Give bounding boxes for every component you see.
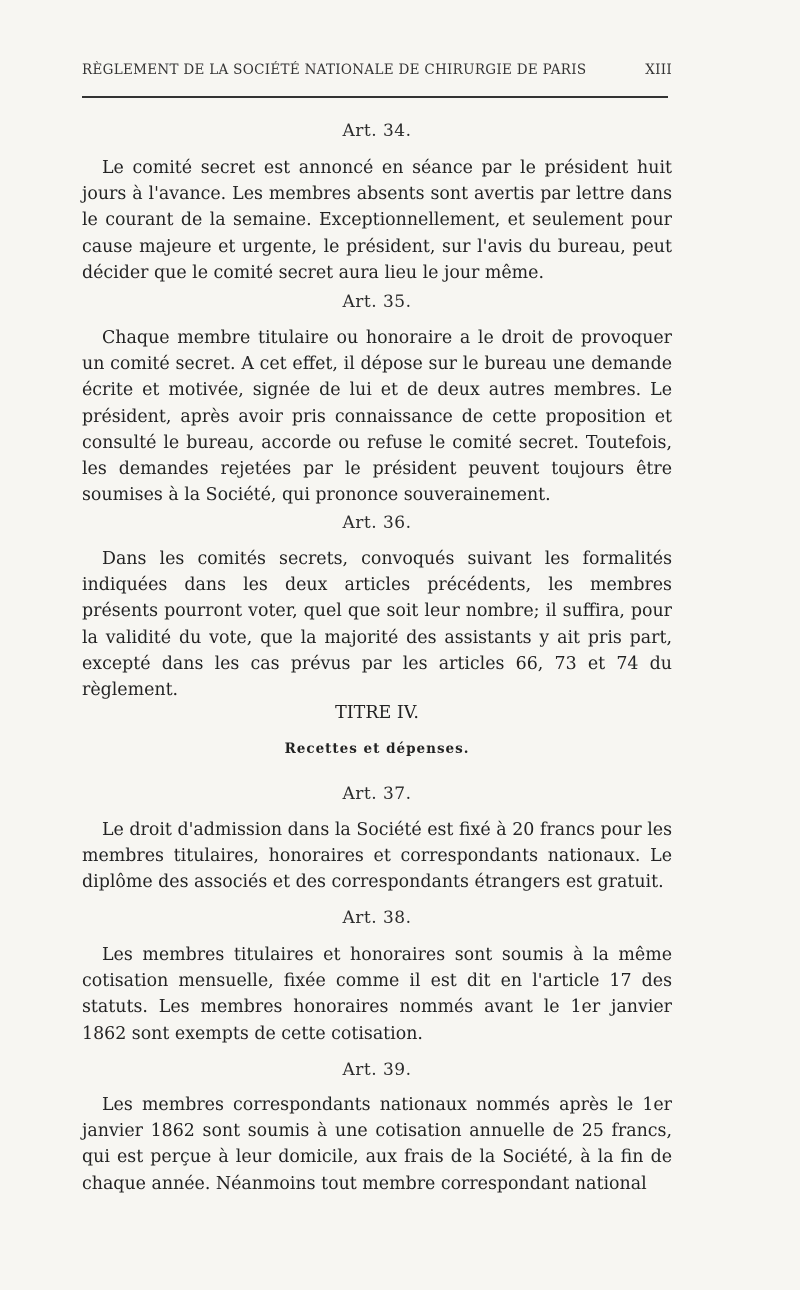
- article-34-heading: Art. 34.: [342, 121, 412, 141]
- header-rule: [82, 96, 668, 98]
- article-37-heading: Art. 37.: [342, 784, 412, 804]
- section-title: TITRE IV.: [335, 703, 419, 723]
- article-36-heading: Art. 36.: [342, 513, 412, 533]
- article-35-heading: Art. 35.: [342, 292, 412, 312]
- article-35-text: Chaque membre titulaire ou honoraire a le droit de provoquer un comité secret. A cet effet, il dépose sur le bureau une demande écrite et motivée, signée de lui et de deux autres membres. Le président, après avoir pris connaissance de cette proposition et consulté le bureau, accorde ou refuse le comité secret. Toutefois, les demandes rejetées par le président peuvent toujours être soumises à la Société, qui prononce souverainement.: [82, 328, 672, 506]
- article-34-text: Le comité secret est annoncé en séance par le président huit jours à l'avance. Les membres absents sont avertis par lettre dans le courant de la semaine. Exceptionnellement, et seulement pour cause majeure et urgente, le président, sur l'avis du bureau, peut décider que le comité secret aura lieu le jour même.: [82, 158, 672, 283]
- running-head-title: RÈGLEMENT DE LA SOCIÉTÉ NATIONALE DE CHIRURGIE DE PARIS: [82, 62, 587, 78]
- page-number: XIII: [645, 62, 672, 78]
- article-38-text: Les membres titulaires et honoraires sont soumis à la même cotisation mensuelle, fixée comme il est dit en l'article 17 des statuts. Les membres honoraires nommés avant le 1er janvier 1862 sont exempts de cette cotisation.: [82, 945, 672, 1044]
- article-39-text: Les membres correspondants nationaux nommés après le 1er janvier 1862 sont soumis à une cotisation annuelle de 25 francs, qui est perçue à leur domicile, aux frais de la Société, à la fin de chaque année. Néanmoins tout membre correspondant national: [82, 1095, 672, 1194]
- running-head: [82, 62, 672, 78]
- article-38-heading: Art. 38.: [342, 908, 412, 928]
- article-36-text: Dans les comités secrets, convoqués suivant les formalités indiquées dans les deux articles précédents, les membres présents pourront voter, quel que soit leur nombre; il suffira, pour la validité du vote, que la majorité des assistants y ait pris part, excepté dans les cas prévus par les articles 66, 73 et 74 du règlement.: [82, 549, 672, 701]
- article-37-text: Le droit d'admission dans la Société est fixé à 20 francs pour les membres titulaires, honoraires et correspondants nationaux. Le diplôme des associés et des correspondants étrangers est gratuit.: [82, 820, 672, 893]
- article-39-heading: Art. 39.: [342, 1060, 412, 1080]
- section-subtitle: Recettes et dépenses.: [284, 741, 470, 757]
